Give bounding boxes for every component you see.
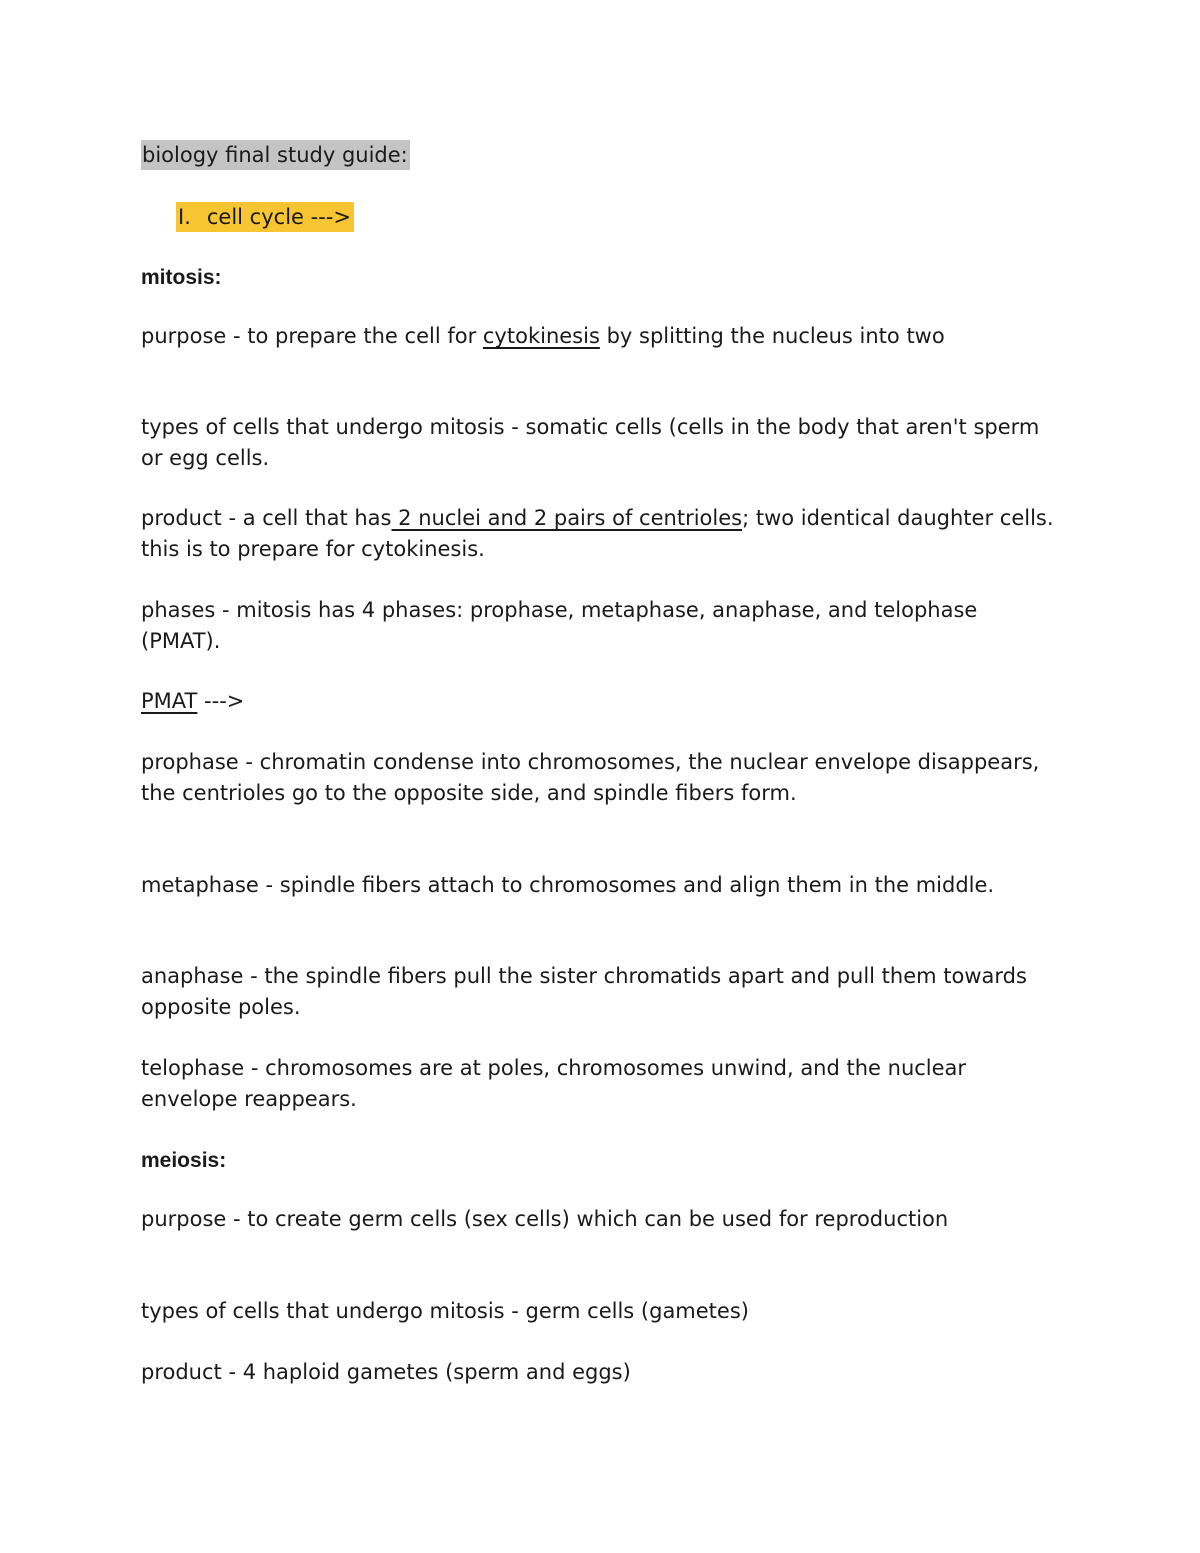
nuclei-centrioles-term: 2 nuclei and 2 pairs of centrioles [391, 506, 743, 530]
document-title: biology final study guide: [141, 140, 410, 170]
mitosis-purpose [141, 321, 1061, 352]
list-item-cell-cycle [176, 202, 354, 232]
meiosis-purpose: purpose - to create germ cells (sex cells) which can be used for reproduction [141, 1207, 949, 1231]
mitosis-purpose-text-end: by splitting the nucleus into two [599, 324, 945, 348]
mitosis-phases: phases - mitosis has 4 phases: prophase, metaphase, anaphase, and telophase (PMAT). [141, 598, 978, 653]
mitosis-product-text-end: ; two identical daughter cells. this is to prepare for cytokinesis. [141, 506, 1054, 561]
pmat-term: PMAT [141, 689, 198, 713]
mitosis-cell-types: types of cells that undergo mitosis - somatic cells (cells in the body that aren't sperm or egg cells. [141, 415, 1040, 470]
prophase-paragraph: prophase - chromatin condense into chromosomes, the nuclear envelope disappears, the centrioles go to the opposite side, and spindle fibers form. [141, 750, 1040, 805]
mitosis-purpose-text: purpose - to prepare the cell for [141, 324, 483, 348]
list-item-text: cell cycle ---> [206, 205, 351, 229]
meiosis-product: product - 4 haploid gametes (sperm and eggs) [141, 1360, 631, 1384]
telophase-paragraph: telophase - chromosomes are at poles, chromosomes unwind, and the nuclear envelope reappears. [141, 1056, 967, 1111]
mitosis-heading: mitosis: [141, 266, 222, 289]
mitosis-product-text: product - a cell that has [141, 506, 392, 530]
pmat-line [141, 686, 1061, 717]
cytokinesis-term: cytokinesis [482, 324, 600, 348]
metaphase-paragraph: metaphase - spindle fibers attach to chromosomes and align them in the middle. [141, 873, 995, 897]
list-marker: I. [178, 205, 191, 229]
pmat-arrow: ---> [197, 689, 245, 713]
anaphase-paragraph: anaphase - the spindle fibers pull the sister chromatids apart and pull them towards opposite poles. [141, 964, 1027, 1019]
mitosis-product [141, 503, 1061, 564]
meiosis-cell-types: types of cells that undergo mitosis - germ cells (gametes) [141, 1299, 749, 1323]
meiosis-heading: meiosis: [141, 1149, 227, 1172]
